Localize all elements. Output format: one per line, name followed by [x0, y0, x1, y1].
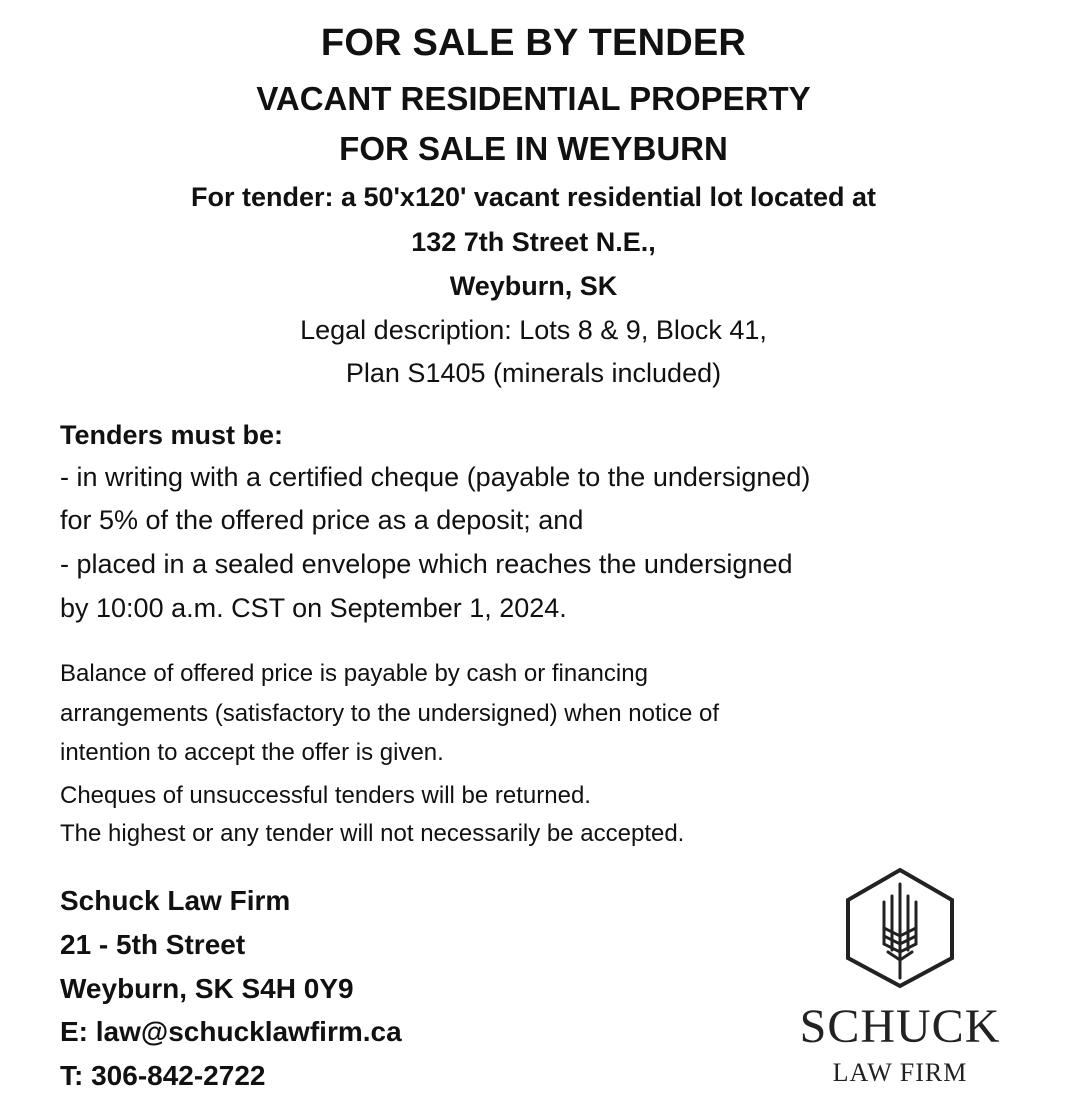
notes-line: arrangements (satisfactory to the undersigned) when notice of [60, 700, 720, 727]
wheat-hexagon-icon [840, 866, 960, 990]
tenders-line: for 5% of the offered price as a deposit; and [60, 505, 584, 535]
firm-logo [780, 866, 1020, 1096]
contact-city: Weyburn, SK S4H 0Y9 [60, 973, 354, 1004]
contact-firm-name: Schuck Law Firm [60, 885, 291, 916]
notes-line: Cheques of unsuccessful tenders will be returned. [60, 782, 591, 809]
contact-street: 21 - 5th Street [60, 929, 246, 960]
legal-description-line-2: Plan S1405 (minerals included) [345, 358, 722, 388]
notice-subtitle-1: VACANT RESIDENTIAL PROPERTY [256, 80, 811, 117]
notes-line: Balance of offered price is payable by cash or financing [60, 660, 648, 687]
contact-phone: T: 306-842-2722 [60, 1060, 266, 1091]
notes-line: intention to accept the offer is given. [60, 739, 444, 766]
notice-title: FOR SALE BY TENDER [320, 22, 747, 64]
tenders-line: - in writing with a certified cheque (payable to the undersigned) [60, 462, 811, 492]
notes-line: The highest or any tender will not necessarily be accepted. [60, 820, 685, 847]
notice-subtitle-2: FOR SALE IN WEYBURN [339, 130, 728, 167]
legal-description-line-1: Legal description: Lots 8 & 9, Block 41, [300, 315, 767, 345]
logo-name: SCHUCK [799, 1000, 1001, 1053]
property-intro: For tender: a 50'x120' vacant residential lot located at [190, 182, 877, 212]
tenders-heading: Tenders must be: [60, 420, 284, 450]
tenders-line: by 10:00 a.m. CST on September 1, 2024. [60, 593, 567, 623]
property-address-line-1: 132 7th Street N.E., [411, 227, 656, 257]
contact-email: E: law@schucklawfirm.ca [60, 1016, 402, 1047]
logo-subname: LAW FIRM [832, 1058, 968, 1087]
property-address-line-2: Weyburn, SK [449, 271, 618, 301]
tenders-line: - placed in a sealed envelope which reaches the undersigned [60, 549, 793, 579]
